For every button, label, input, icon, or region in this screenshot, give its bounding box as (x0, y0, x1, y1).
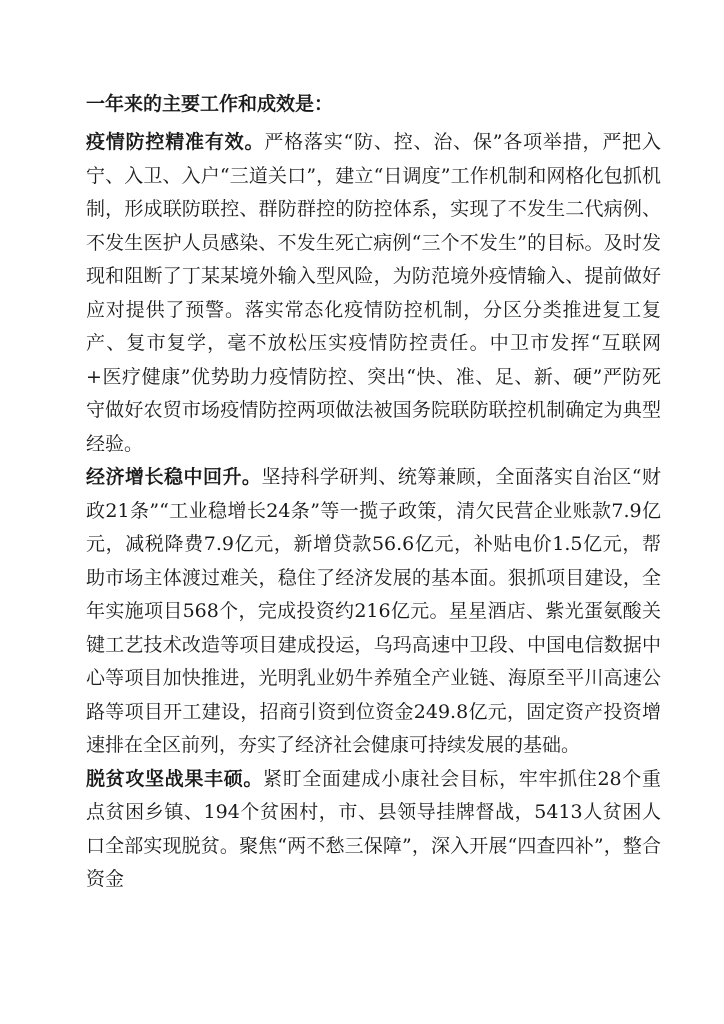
document-page (86, 90, 661, 897)
paragraph-poverty-alleviation (86, 763, 661, 897)
paragraph-economic-growth (86, 461, 661, 763)
paragraph-lead: 疫情防控精准有效。 (86, 131, 265, 153)
section-heading: 一年来的主要工作和成效是： (86, 93, 334, 115)
paragraph-body: 严格落实“防、控、治、保”各项举措，严把入宁、入卫、入户“三道关口”，建立“日调度”工作机制和网格化包抓机制，形成联防联控、群防群控的防控体系，实现了不发生二代病例、不发生医护人员感染、不发生死亡病例“三个不发生”的目标。及时发现和阻断了丁某某境外输入型风险，为防范境外疫情输入、提前做好应对提供了预警。落实常态化疫情防控机制，分区分类推进复工复产、复市复学，毫不放松压实疫情防控责任。中卫市发挥“互联网+医疗健康”优势助力疫情防控、突出“快、准、足、新、硬”严防死守做好农贸市场疫情防控两项做法被国务院联防联控机制确定为典型经验。 (86, 131, 661, 455)
paragraph-body: 紧盯全面建成小康社会目标，牢牢抓住28个重点贫困乡镇、194个贫困村，市、县领导挂牌督战，5413人贫困人口全部实现脱贫。聚焦“两不愁三保障”，深入开展“四查四补”，整合资金 (86, 767, 661, 890)
paragraph-lead: 经济增长稳中回升。 (86, 466, 262, 488)
paragraph-body: 坚持科学研判、统筹兼顾，全面落实自治区“财政21条”“工业稳增长24条”等一揽子政策，清欠民营企业账款7.9亿元，减税降费7.9亿元，新增贷款56.6亿元，补贴电价1.5亿元，帮助市场主体渡过难关，稳住了经济发展的基本面。狠抓项目建设，全年实施项目568个，完成投资约216亿元。星星酒店、紫光蛋氨酸关键工艺技术改造等项目建成投运，乌玛高速中卫段、中国电信数据中心等项目加快推进，光明乳业奶牛养殖全产业链、海原至平川高速公路等项目开工建设，招商引资到位资金249.8亿元，固定资产投资增速排在全区前列，夯实了经济社会健康可持续发展的基础。 (86, 466, 661, 756)
paragraph-epidemic-control (86, 126, 661, 461)
paragraph-lead: 脱贫攻坚战果丰硕。 (86, 767, 264, 790)
